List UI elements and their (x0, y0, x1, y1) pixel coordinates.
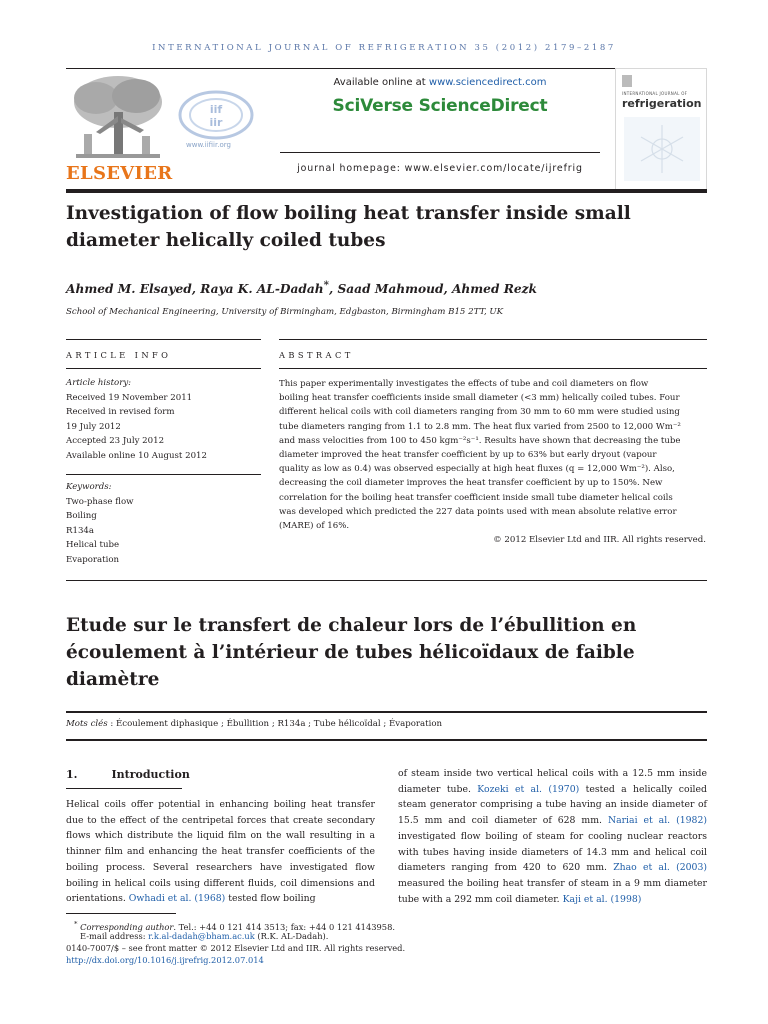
french-title: Etude sur le transfert de chaleur lors de l’ébullition en écoulement à l’intérieur de tubes hélicoïdaux de faible diamètre (66, 615, 637, 690)
journal-homepage[interactable]: journal homepage: www.elsevier.com/locate/ijrefrig (297, 163, 583, 174)
mots-cles-label: Mots clés (66, 719, 108, 729)
ref-kozeki[interactable]: Kozeki et al. (1970) (477, 783, 580, 795)
intro-left-text: Helical coils offer potential in enhancing boiling heat transfer due to the effect of the centripetal forces that create secondary flows which distribute the liquid film on the wall resulting in a thinner film and enhancing the heat transfer coefficients of the boiling process. Several researchers have investigated flow boiling in helical coils using different fluids, coil dimensions and orientations. (66, 799, 375, 905)
abstract-heading: ABSTRACT (279, 350, 354, 360)
abstract-line: and mass velocities from 100 to 450 kgm⁻²s⁻¹. Results have shown that decreasing the tube (279, 435, 681, 446)
sciencedirect-link[interactable]: www.sciencedirect.com (428, 77, 547, 88)
mots-cles-list: : Écoulement diphasique ; Ébullition ; R134a ; Tube hélicoïdal ; Évaporation (107, 719, 443, 729)
iifiir-logo-text-1: iif (209, 103, 223, 116)
keyword: Evaporation (66, 554, 120, 565)
keywords (66, 480, 261, 568)
abstract-line: quality as low as 0.4) was observed especially at high heat fluxes (q = 12,000 Wm⁻²). Also, (279, 464, 675, 475)
history-item: Received in revised form (66, 407, 175, 418)
history-item: Accepted 23 July 2012 (66, 436, 165, 447)
email-label: E-mail address: (80, 931, 149, 941)
footnote-star: * (74, 920, 78, 928)
abstract-line: This paper experimentally investigates the effects of tube and coil diameters on flow (279, 379, 649, 389)
article-info-subrule (66, 368, 261, 369)
abstract-copyright: © 2012 Elsevier Ltd and IIR. All rights reserved. (493, 535, 706, 546)
email-footnote (66, 930, 328, 942)
iifiir-logo-text-2: iir (209, 116, 223, 129)
abstract-subrule (279, 368, 707, 369)
intro-right-text: of steam inside two vertical helical coils with a 12.5 mm inside diameter tube. (398, 768, 707, 795)
iifiir-logo (178, 90, 254, 140)
abstract-line: diameter improved the heat transfer coefficient by up to 63% but early dryout (vapour (279, 450, 657, 461)
snowflake-icon (624, 117, 700, 181)
abstract-line: correlation for the boiling heat transfer coefficient inside small tube diameter helical coils (279, 492, 673, 503)
ref-kaji[interactable]: Kaji et al. (1998) (562, 893, 642, 905)
mots-cles (66, 719, 442, 729)
cover-small-title: INTERNATIONAL JOURNAL OF (622, 91, 688, 96)
section-number: 1. (66, 768, 78, 781)
cover-snowflake-art (624, 117, 700, 181)
section-title: Introduction (111, 768, 190, 781)
article-history (66, 376, 261, 464)
keyword: Helical tube (66, 540, 120, 551)
article-info-rule (66, 339, 261, 340)
running-head: INTERNATIONAL JOURNAL OF REFRIGERATION 35 (2012) 2179–2187 (152, 43, 616, 53)
keyword: R134a (66, 525, 94, 536)
iifiir-url: www.iifiir.org (186, 141, 231, 149)
abstract-line: tube diameters ranging from 1.1 to 2.8 mm. The heat flux varied from 2500 to 12,000 Wm⁻² (279, 421, 681, 432)
intro-right-column (398, 766, 707, 907)
history-item: 19 July 2012 (66, 421, 121, 432)
corresponding-star[interactable]: * (323, 279, 329, 291)
sciverse-brand: SciVerse ScienceDirect (332, 96, 548, 116)
ref-nariai[interactable]: Nariai et al. (1982) (607, 815, 707, 827)
intro-right-text: investigated flow boiling of steam for cooling nuclear reactors with tubes having inside diameters of 14.3 mm and helical coil diameters ranging from 420 to 620 mm. (398, 830, 707, 874)
issn-line: 0140-7007/$ – see front matter © 2012 Elsevier Ltd and IIR. All rights reserved. (66, 943, 406, 953)
abstract-line: (MARE) of 16%. (279, 521, 350, 532)
keyword: Boiling (66, 511, 97, 522)
journal-cover (615, 68, 707, 190)
section-heading-introduction (66, 768, 190, 781)
intro-left-column (66, 797, 375, 907)
masthead-top-rule (66, 68, 707, 69)
email-suffix: (R.K. AL-Dadah). (254, 931, 329, 941)
corresponding-contact: . Tel.: +44 0 121 414 3513; fax: +44 0 121 4143958. (173, 921, 395, 932)
history-label: Article history: (66, 378, 132, 388)
available-online-prefix: Available online at (333, 77, 429, 88)
history-item: Available online 10 August 2012 (66, 450, 207, 461)
authors-rest: , Saad Mahmoud, Ahmed Rezk (328, 282, 537, 297)
footnote-rule (66, 913, 176, 914)
intro-heading-rule (66, 788, 182, 789)
keywords-label: Keywords: (66, 482, 112, 492)
ref-owhadi[interactable]: Owhadi et al. (1968) (128, 893, 226, 905)
article-title: Investigation of flow boiling heat transfer inside small diameter helically coiled tubes (66, 203, 631, 251)
ref-zhao[interactable]: Zhao et al. (2003) (613, 862, 707, 874)
masthead-inner-rule (280, 152, 600, 153)
abstract-end-rule (66, 580, 707, 581)
cover-title: refrigeration (622, 97, 702, 110)
abstract-line: different helical coils with coil diameters ranging from 30 mm to 60 mm were studied using (279, 407, 680, 418)
masthead-bottom-rule (66, 189, 707, 193)
intro-right-text: tested a helically coiled steam generator comprising a tube having an inside diameter of 15.5 mm and coil diameter of 628 mm. (398, 783, 707, 827)
cover-elsevier-icon (622, 75, 632, 87)
abstract-line: decreasing the coil diameter improves the heat transfer coefficient by up to 150%. New (279, 478, 663, 489)
french-rule-top (66, 711, 707, 713)
email-link[interactable]: r.k.al-dadah@bham.ac.uk (148, 931, 255, 941)
intro-left-text-end: tested flow boiling (225, 893, 316, 905)
intro-right-text: measured the boiling heat transfer of steam in a 9 mm diameter tube with a 292 mm coil diameter. (398, 877, 707, 905)
keywords-rule (66, 474, 261, 475)
corresponding-label: Corresponding author (80, 921, 174, 932)
abstract-rule (279, 339, 707, 340)
article-info-heading: ARTICLE INFO (66, 350, 172, 360)
elsevier-tree-logo (66, 72, 168, 164)
doi-link[interactable]: http://dx.doi.org/10.1016/j.ijrefrig.2012.07.014 (66, 955, 264, 965)
abstract-line: boiling heat transfer coefficients inside small diameter (<3 mm) helically coiled tubes. Four (279, 393, 680, 404)
available-online (280, 77, 600, 88)
abstract-body (279, 377, 706, 547)
french-rule-bottom (66, 739, 707, 741)
abstract-line: was developed which predicted the 227 data points used with mean absolute relative error (279, 506, 677, 517)
authors-first: Ahmed M. Elsayed, Raya K. AL-Dadah (66, 282, 324, 297)
affiliation: School of Mechanical Engineering, University of Birmingham, Edgbaston, Birmingham B15 2TT, UK (66, 307, 504, 317)
authors (66, 279, 537, 296)
history-item: Received 19 November 2011 (66, 392, 193, 403)
keyword: Two-phase flow (66, 496, 134, 507)
elsevier-wordmark: ELSEVIER (66, 163, 173, 184)
